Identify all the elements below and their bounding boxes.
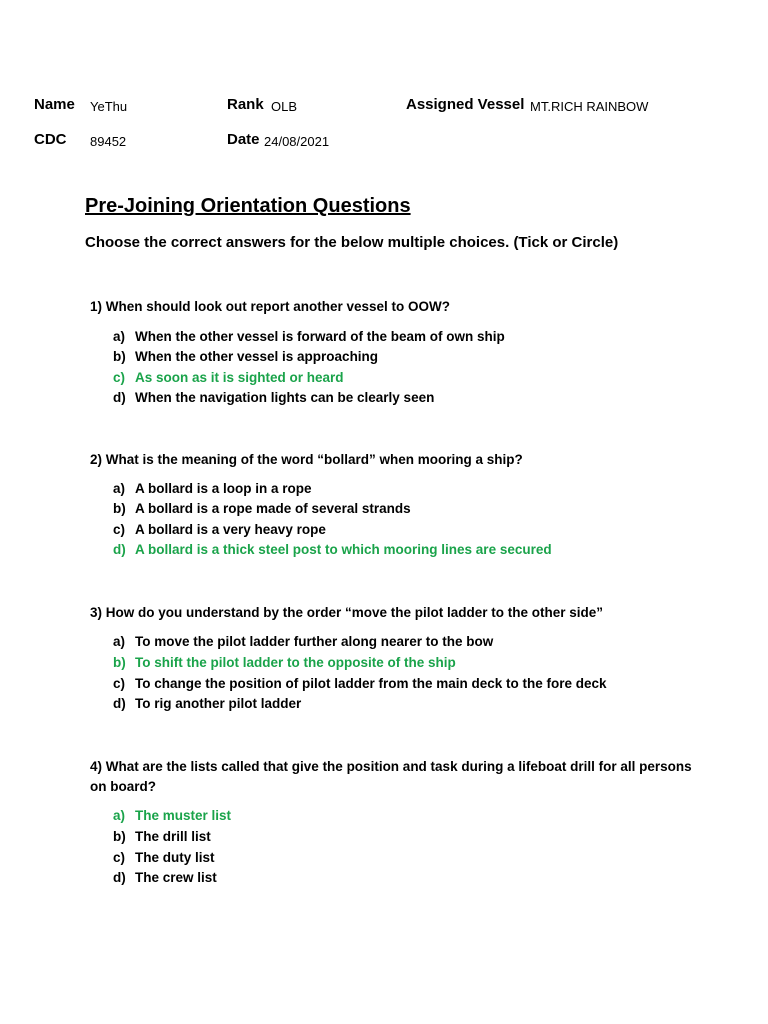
option-letter: d) <box>113 390 126 405</box>
q3-option-c[interactable] <box>113 676 607 691</box>
vessel-label: Assigned Vessel <box>406 96 525 113</box>
rank-value: OLB <box>271 99 298 114</box>
cdc-value: 89452 <box>90 134 127 149</box>
q2-option-c[interactable] <box>113 522 326 537</box>
option-letter: c) <box>113 676 126 691</box>
question-4: 4) What are the lists called that give the position and task during a lifeboat drill for all persons on board? <box>90 759 692 794</box>
q4-option-d[interactable] <box>113 870 217 885</box>
option-letter: d) <box>113 696 126 711</box>
option-text: When the navigation lights can be clearly seen <box>135 390 435 405</box>
q2-option-d-correct[interactable] <box>113 542 552 557</box>
option-letter: b) <box>113 349 126 364</box>
option-letter: c) <box>113 522 126 537</box>
option-text: The crew list <box>135 870 217 885</box>
option-text: To move the pilot ladder further along nearer to the bow <box>135 634 494 649</box>
q3-option-d[interactable] <box>113 696 301 711</box>
date-value: 24/08/2021 <box>264 134 330 149</box>
rank-label: Rank <box>227 96 264 113</box>
question-3: 3) How do you understand by the order “move the pilot ladder to the other side” <box>90 605 604 620</box>
date-label: Date <box>227 131 260 148</box>
option-letter: c) <box>113 370 126 385</box>
page-title: Pre-Joining Orientation Questions <box>85 195 411 217</box>
option-text: The muster list <box>135 808 232 823</box>
q3-option-b-correct[interactable] <box>113 655 456 670</box>
option-text: A bollard is a rope made of several strands <box>135 501 411 516</box>
q1-option-d[interactable] <box>113 390 434 405</box>
option-text: To change the position of pilot ladder from the main deck to the fore deck <box>135 676 607 691</box>
option-letter: a) <box>113 634 126 649</box>
q2-option-a[interactable] <box>113 481 312 496</box>
vessel-value: MT.RICH RAINBOW <box>530 99 649 114</box>
option-letter: b) <box>113 829 126 844</box>
option-text: As soon as it is sighted or heard <box>135 370 344 385</box>
option-letter: b) <box>113 501 126 516</box>
q4-option-b[interactable] <box>113 829 211 844</box>
q4-option-c[interactable] <box>113 850 215 865</box>
option-letter: a) <box>113 329 126 344</box>
option-letter: d) <box>113 870 126 885</box>
q1-option-a[interactable] <box>113 329 505 344</box>
q3-option-a[interactable] <box>113 634 493 649</box>
option-letter: a) <box>113 481 126 496</box>
option-letter: d) <box>113 542 126 557</box>
option-text: To rig another pilot ladder <box>135 696 302 711</box>
option-letter: c) <box>113 850 126 865</box>
name-value: YeThu <box>90 99 128 114</box>
option-text: To shift the pilot ladder to the opposite of the ship <box>135 655 456 670</box>
question-2: 2) What is the meaning of the word “bollard” when mooring a ship? <box>90 452 523 467</box>
q2-option-b[interactable] <box>113 501 411 516</box>
q1-option-c-correct[interactable] <box>113 370 344 385</box>
instruction-text: Choose the correct answers for the below multiple choices. (Tick or Circle) <box>85 234 619 251</box>
option-letter: b) <box>113 655 126 670</box>
option-text: A bollard is a very heavy rope <box>135 522 326 537</box>
cdc-label: CDC <box>34 131 67 148</box>
q1-option-b[interactable] <box>113 349 378 364</box>
option-text: The duty list <box>135 850 215 865</box>
option-text: When the other vessel is forward of the beam of own ship <box>135 329 505 344</box>
question-1: 1) When should look out report another vessel to OOW? <box>90 299 451 314</box>
name-label: Name <box>34 96 75 113</box>
option-text: The drill list <box>135 829 211 844</box>
option-text: A bollard is a loop in a rope <box>135 481 312 496</box>
option-letter: a) <box>113 808 126 823</box>
option-text: A bollard is a thick steel post to which mooring lines are secured <box>135 542 552 557</box>
option-text: When the other vessel is approaching <box>135 349 379 364</box>
q4-option-a-correct[interactable] <box>113 808 231 823</box>
